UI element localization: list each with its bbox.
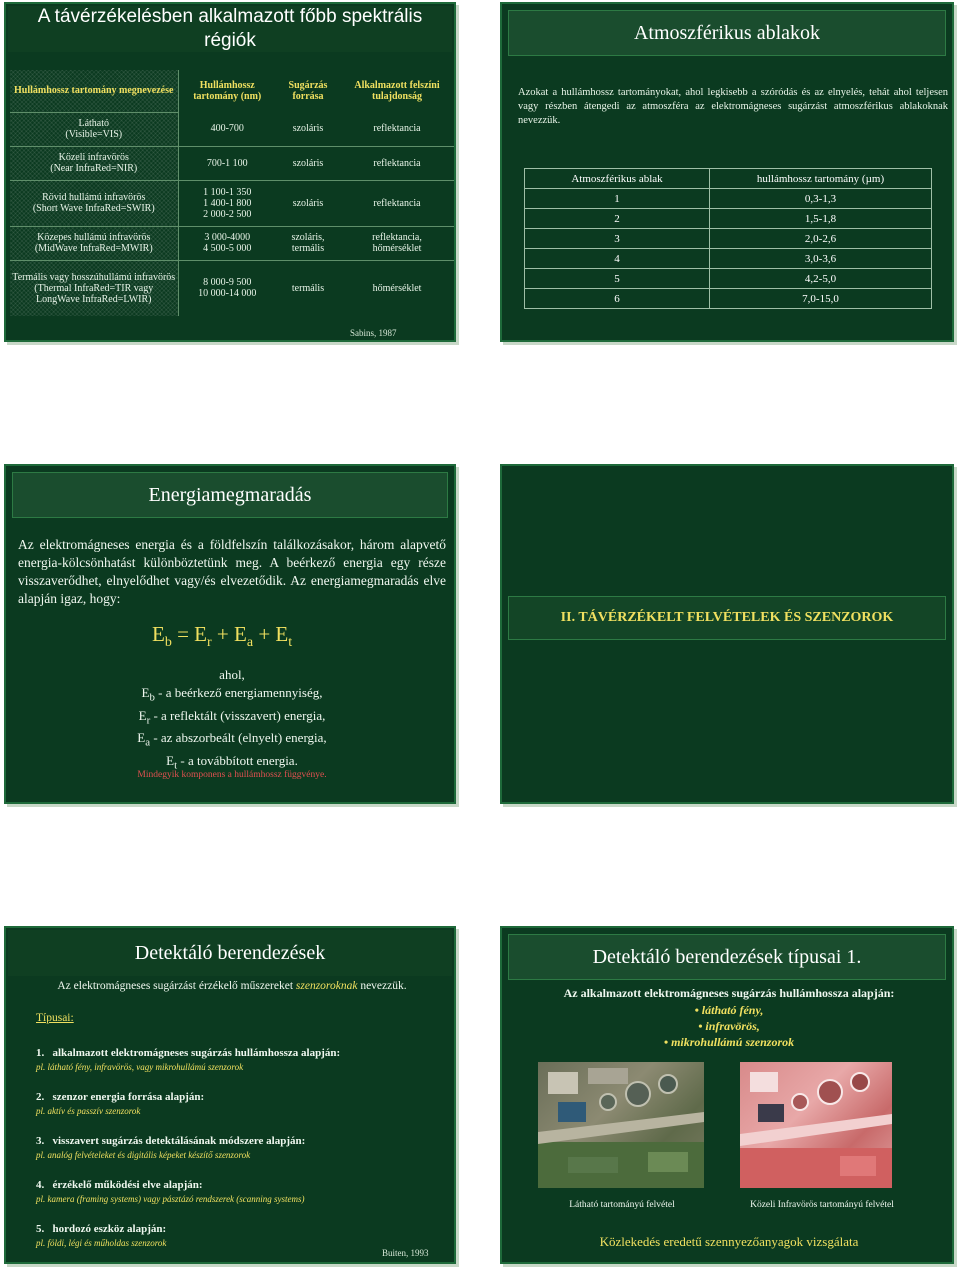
- list-item: 3. visszavert sugárzás detektálásának módszere alapján: pl. analóg felvételeket és digitális képeket készítő szenzorok: [36, 1135, 306, 1160]
- range-cell: 8 000-9 500 10 000-14 000: [198, 277, 257, 300]
- region-name-cell: Termális vagy hosszúhullámú infravörös (Thermal InfraRed=TIR vagy LongWave InfraRed=LWIR): [10, 260, 178, 316]
- slide-spectral-regions: [4, 2, 456, 342]
- table-header-row: [525, 169, 932, 189]
- header-range: Hullámhossz tartomány (nm): [193, 80, 262, 102]
- windows-table: [524, 168, 932, 309]
- spectral-table: [10, 70, 454, 316]
- slide6-title: Detektáló berendezések típusai 1.: [592, 945, 862, 968]
- definition-line: $E_a$ - az abszorbeált (elnyelt) energia,: [137, 730, 327, 749]
- table-row: [10, 146, 454, 180]
- range-cell: 3 000-4000 4 500-5 000: [178, 226, 276, 260]
- wavelength-note: Mindegyik komponens a hullámhossz függvénye.: [137, 770, 327, 780]
- table-row: [10, 180, 454, 226]
- slide6-bottom: Közlekedés eredetű szennyezőanyagok vizsgálata: [599, 1234, 859, 1249]
- slide-section-title: [500, 464, 954, 804]
- slide2-text: Azokat a hullámhossz tartományokat, ahol legkisebb a szóródás és az elnyelés, tehát ahol teljesen vagy részben átengedi az atmoszféra az elektromágneses sugárzást atmoszférikus ablakoknak nevezzük.: [518, 87, 948, 126]
- definition-line: $E_t$ - a továbbított energia.: [166, 752, 298, 772]
- bullet-item: • mikrohullámú szenzorok: [663, 1035, 795, 1049]
- slide-energy-conservation: [4, 464, 456, 804]
- ahol-label: ahol,: [219, 667, 245, 682]
- energy-formula: $E_b = E_r + E_a + E_t$: [152, 622, 293, 651]
- definition-block: [6, 666, 456, 774]
- table-row: [10, 226, 454, 260]
- property-cell: reflektancia: [340, 146, 454, 180]
- header-property: Alkalmazott felszíni tulajdonság: [354, 80, 440, 102]
- slide-title: [508, 10, 946, 56]
- list-item: 4. érzékelő működési elve alapján: pl. kamera (framing systems) vagy pásztázó rendszerek (scanning systems): [36, 1179, 305, 1204]
- definition-line: $E_b$ - a beérkező energiamennyiség,: [141, 685, 323, 704]
- slide5-title: Detektáló berendezések: [134, 941, 326, 964]
- table-row: 4 3,0-3,6: [525, 249, 932, 269]
- slide-title: [12, 472, 448, 518]
- sensor-intro: Az elektromágneses sugárzást érzékelő műszereket szenzoroknak nevezzük.: [57, 980, 407, 992]
- source-cell: szoláris: [276, 180, 340, 226]
- slide3-paragraph: Az elektromágneses energia és a földfelszín találkozásakor, három alapvető energia-kölcsönhatást különböztetünk meg. A beérkező energia egy része visszaverődhet, elnyelődhet vagy/és elvezetődik. Az energiamegmaradás elve alapján igaz, hogy:: [18, 537, 446, 606]
- visible-aerial-photo: [538, 1062, 704, 1188]
- header-wavelength: hullámhossz tartomány (µm): [710, 169, 932, 189]
- bullet-item: • látható fény,: [694, 1003, 764, 1017]
- wavelength-bullets: [502, 1002, 954, 1050]
- list-item: 1. alkalmazott elektromágneses sugárzás hullámhossza alapján: pl. látható fény, infravörös, vagy mikrohullámú szenzorok: [36, 1047, 341, 1072]
- types-label: Típusai:: [36, 1012, 74, 1024]
- header-source: Sugárzás forrása: [288, 80, 328, 102]
- region-name-cell: Rövid hullámú infravörös (Short Wave InfraRed=SWIR): [10, 180, 178, 226]
- slide2-title: Atmoszférikus ablakok: [633, 21, 821, 44]
- caption-visible: Látható tartományú felvétel: [569, 1200, 675, 1210]
- slide-title: [8, 930, 452, 976]
- caption-nir: Közeli Infravörös tartományú felvétel: [750, 1200, 894, 1210]
- table-row: 5 4,2-5,0: [525, 269, 932, 289]
- list-item: 2. szenzor energia forrása alapján: pl. aktív és passzív szenzorok: [36, 1091, 205, 1116]
- range-cell: 700-1 100: [178, 146, 276, 180]
- slide6-heading: Az alkalmazott elektromágneses sugárzás hullámhossza alapján:: [563, 986, 895, 1000]
- property-cell: reflektancia: [340, 112, 454, 146]
- sensor-types-list: [36, 1046, 446, 1250]
- table-row: 6 7,0-15,0: [525, 289, 932, 309]
- region-name-cell: Közepes hullámú infravörös (MidWave InfraRed=MWIR): [10, 226, 178, 260]
- range-cell: 400-700: [178, 112, 276, 146]
- near-infrared-aerial-photo: [740, 1062, 892, 1188]
- source-cell: szoláris: [276, 112, 340, 146]
- list-item: 5. hordozó eszköz alapján: pl. földi, légi és műholdas szenzorok: [36, 1223, 167, 1248]
- slide4-title: II. TÁVÉRZÉKELT FELVÉTELEK ÉS SZENZOROK: [560, 610, 894, 625]
- table-row: 3 2,0-2,6: [525, 229, 932, 249]
- table-row: [10, 260, 454, 316]
- header-region-name: Hullámhossz tartomány megnevezése: [10, 70, 178, 112]
- header-window: Atmoszférikus ablak: [525, 169, 710, 189]
- slide-atmospheric-windows: [500, 2, 954, 342]
- slide-title: [8, 6, 452, 52]
- definition-line: $E_r$ - a reflektált (visszavert) energia,: [138, 707, 326, 727]
- region-name-cell: Közeli infravörös (Near InfraRed=NIR): [10, 146, 178, 180]
- slide3-title: Energiamegmaradás: [148, 483, 312, 506]
- source-cell: szoláris, termális: [276, 226, 340, 260]
- range-cell: 1 100-1 350 1 400-1 800 2 000-2 500: [178, 180, 276, 226]
- slide-detector-types: [500, 926, 954, 1264]
- slide-detectors: [4, 926, 456, 1264]
- table-row: [10, 112, 454, 146]
- property-cell: hőmérséklet: [372, 282, 422, 294]
- slide-title: [508, 934, 946, 980]
- section-title-bar: [508, 596, 946, 640]
- region-name-cell: Látható (Visible=VIS): [10, 112, 178, 146]
- source-cell: szoláris: [276, 146, 340, 180]
- bullet-item: • infravörös,: [698, 1019, 760, 1033]
- property-cell: reflektancia: [340, 180, 454, 226]
- source-note: Buiten, 1993: [382, 1248, 429, 1258]
- property-cell: reflektancia, hőmérséklet: [340, 226, 454, 260]
- table-row: 1 0,3-1,3: [525, 189, 932, 209]
- table-row: 2 1,5-1,8: [525, 209, 932, 229]
- source-cell: termális: [291, 282, 325, 294]
- slide1-title: A távérzékelésben alkalmazott főbb spektrális régiók: [37, 6, 423, 51]
- source-note: Sabins, 1987: [350, 328, 397, 338]
